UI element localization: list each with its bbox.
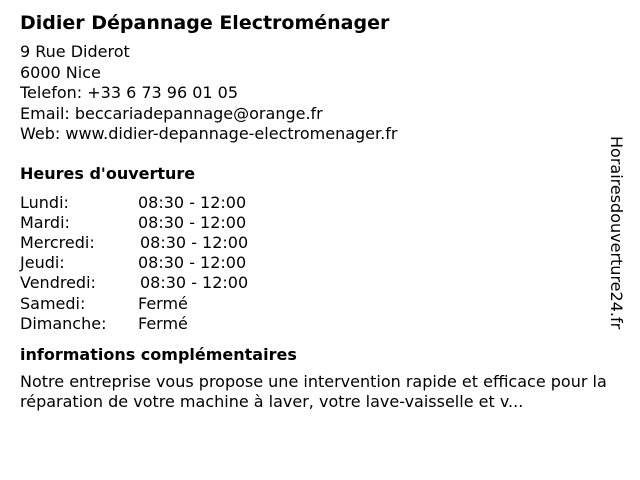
- hours-day: Samedi:: [20, 293, 86, 313]
- hours-row-sunday: [20, 314, 610, 334]
- hours-row-thursday: [20, 253, 610, 273]
- business-card: [20, 10, 610, 412]
- hours-row-tuesday: [20, 213, 610, 233]
- hours-day: Mercredi:: [20, 232, 95, 252]
- hours-row-saturday: [20, 294, 610, 314]
- hours-time: Fermé: [138, 293, 188, 313]
- hours-row-wednesday: [20, 233, 610, 253]
- hours-day: Lundi:: [20, 192, 69, 212]
- site-watermark: Horairesdouverture24.fr: [607, 136, 626, 330]
- address-block: [20, 42, 610, 145]
- phone-line[interactable]: Telefon: +33 6 73 96 01 05: [20, 83, 239, 102]
- opening-hours-heading: Heures d'ouverture: [20, 163, 196, 183]
- hours-time: 08:30 - 12:00: [140, 273, 249, 293]
- hours-row-friday: [20, 273, 610, 293]
- address-city: 6000 Nice: [20, 62, 101, 82]
- hours-row-monday: [20, 193, 610, 213]
- hours-time: 08:30 - 12:00: [138, 212, 247, 232]
- hours-time: 08:30 - 12:00: [138, 192, 247, 212]
- additional-info-heading: informations complémentaires: [20, 344, 297, 364]
- hours-time: 08:30 - 12:00: [138, 253, 247, 273]
- email-line[interactable]: Email: beccariadepannage@orange.fr: [20, 103, 323, 123]
- opening-hours-table: [20, 193, 610, 334]
- business-name: Didier Dépannage Electroménager: [20, 12, 390, 34]
- hours-day: Dimanche:: [20, 313, 107, 333]
- hours-time: Fermé: [138, 313, 188, 333]
- hours-day: Mardi:: [20, 212, 70, 232]
- hours-day: Jeudi:: [20, 253, 65, 273]
- additional-info-text: Notre entreprise vous propose une intervention rapide et efficace pour la réparation de votre machine à laver, votre lave-vaisselle et v...: [20, 371, 607, 411]
- address-street: 9 Rue Diderot: [20, 42, 130, 61]
- hours-day: Vendredi:: [20, 273, 96, 293]
- website-line[interactable]: Web: www.didier-depannage-electromenager.fr: [20, 124, 398, 143]
- hours-time: 08:30 - 12:00: [140, 232, 249, 252]
